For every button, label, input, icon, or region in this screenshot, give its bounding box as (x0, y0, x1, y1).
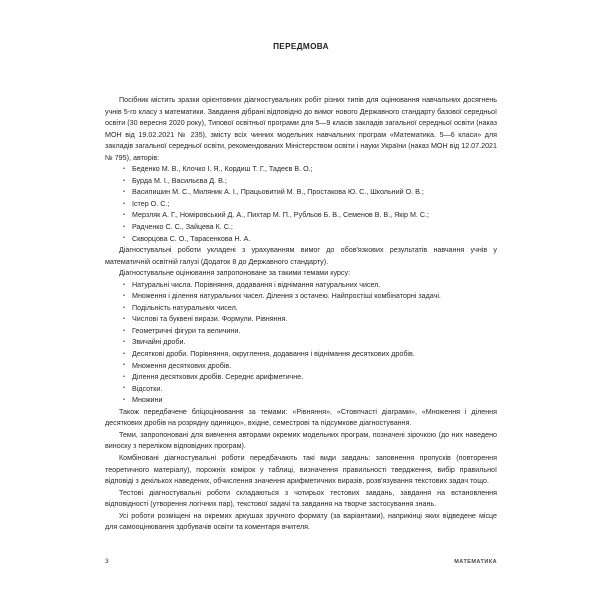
list-item: • Василишин М. С., Миляник А. І., Працьовитий М. В., Простакова Ю. С., Школьний О. В.; (105, 187, 497, 199)
list-item: • Відсотки. (105, 384, 497, 396)
list-item: • Істер О. С.; (105, 199, 497, 211)
list-item: • Геометричні фігури та величини. (105, 326, 497, 338)
topics-list (105, 280, 497, 407)
topics-intro-paragraph: Діагностувальне оцінювання запропоноване за такими темами курсу: (119, 269, 351, 278)
page-footer (105, 558, 497, 565)
page-title: ПЕРЕДМОВА (273, 42, 329, 51)
body-block (105, 95, 497, 534)
requirements-paragraph: Діагностувальні роботи укладені з урахуванням вимог до обов'язкових результатів навчання учнів у математичній освітній галузі (Додаток 8 до Державного стандарту). (105, 246, 497, 266)
list-item: • Ділення десяткових дробів. Середнє арифметичне. (105, 372, 497, 384)
combined-works-paragraph: Комбіновані діагностувальні роботи передбачають такі види завдань: заповнення пропусків (повторення теоретичного матеріалу), порожніх комірок у таблиці, визначення правильності твердження, вибір правильної відповіді з декількох наведених, обчислення значення арифметичних виразів, розв'язування текстових задач тощо. (105, 453, 497, 486)
list-item: • Беденко М. В., Клочко І. Я., Кордиш Т. Г., Тадеєв В. О.; (105, 164, 497, 176)
page-number: 3 (105, 558, 109, 565)
list-item: • Множини (105, 395, 497, 407)
asterisk-topics-paragraph: Теми, запропоновані для вивчення авторами окремих модельних програм, позначені зірочкою (до них наведено виноску з переліком відповідних програм). (105, 430, 497, 451)
test-works-paragraph: Тестові діагностувальні роботи складаються з чотирьох тестових завдань, завдання на встановлення відповідності (утворення логічних пар), текстової задачі та завдання на творче застосування знань. (105, 488, 497, 509)
intro-paragraph: Посібник містить зразки орієнтовних діагностувальних робіт різних типів для оцінювання навчальних досягнень учнів 5-го класу з математики. Завдання дібрані відповідно до вимог нового Державного стандарту базової середньої освіти (30 вересня 2020 року), Типової освітньої програми для 5—9 класів закладів загальної середньої освіти (наказ МОН від 19.02.2021 № 235), змісту всіх чинних модельних навчальних програм «Математика. 5—6 класи» для закладів загальної середньої освіти, рекомендованих Міністерством освіти і науки України (наказ МОН від 12.07.2021 № 795), авторів: (105, 96, 497, 162)
authors-list (105, 164, 497, 245)
list-item: • Звичайні дроби. (105, 337, 497, 349)
list-item: • Подільність натуральних чисел. (105, 303, 497, 315)
worksheets-paragraph: Усі роботи розміщені на окремих аркушах зручного формату (за варіантами), наприкінці яких відведене місце для самооцінювання здобувачів освіти та коментаря вчителя. (105, 511, 497, 532)
list-item: • Мерзляк А. Г., Номіровський Д. А., Пихтар М. П., Рубльов Б. В., Семенов В. В., Якір М. С.; (105, 210, 497, 222)
footer-subject-label: МАТЕМАТИКА (454, 559, 497, 565)
list-item: • Скворцова С. О., Тарасенкова Н. А. (105, 234, 497, 246)
list-item: • Натуральні числа. Порівняння, додавання і віднімання натуральних чисел. (105, 280, 497, 292)
list-item: • Множення десяткових дробів. (105, 361, 497, 373)
list-item: • Числові та буквені вирази. Формули. Рівняння. (105, 314, 497, 326)
list-item: • Бурда М. І., Васильєва Д. В.; (105, 176, 497, 188)
page-content (105, 0, 497, 534)
blitz-assessment-paragraph: Також передбачене бліцоцінювання за темами: «Рівняння», «Стовпчасті діаграми», «Множення і ділення десяткових дробів на розрядну одиницю», вхідне, семестрові та підсумкове діагностування. (105, 407, 497, 428)
list-item: • Десяткові дроби. Порівняння, округлення, додавання і віднімання десяткових дробів. (105, 349, 497, 361)
list-item: • Множення і ділення натуральних чисел. Ділення з остачею. Найпростіші комбінаторні задачі. (105, 291, 497, 303)
list-item: • Радченко С. С., Зайцева К. С.; (105, 222, 497, 234)
